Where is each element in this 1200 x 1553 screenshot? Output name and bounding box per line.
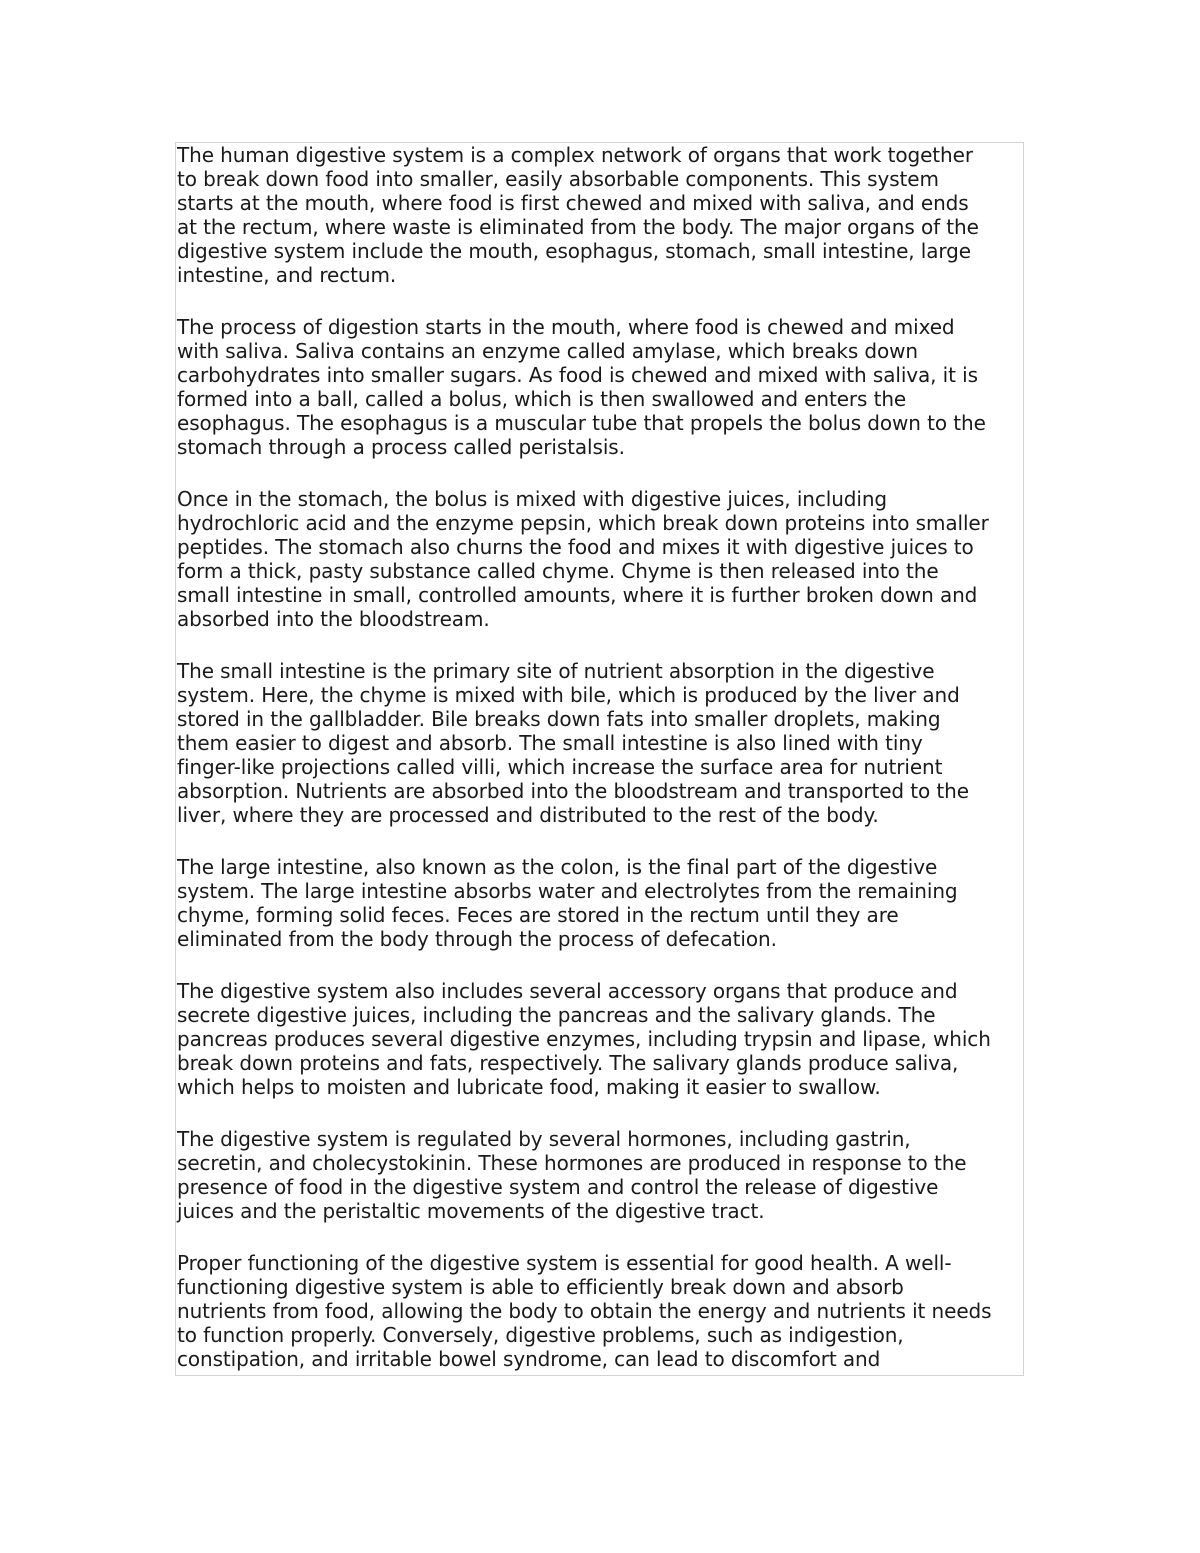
document-body <box>177 143 1023 1376</box>
text-line: pancreas produces several digestive enzymes, including trypsin and lipase, which <box>177 1027 991 1051</box>
text-line: eliminated from the body through the process of defecation. <box>177 927 777 951</box>
text-line: Proper functioning of the digestive system is essential for good health. A well- <box>177 1251 952 1275</box>
text-line: Once in the stomach, the bolus is mixed with digestive juices, including <box>177 487 888 511</box>
text-line: to break down food into smaller, easily absorbable components. This system <box>177 167 939 191</box>
text-line: them easier to digest and absorb. The small intestine is also lined with tiny <box>177 731 923 755</box>
paragraph-2 <box>177 315 1023 459</box>
text-line: The small intestine is the primary site of nutrient absorption in the digestive <box>177 659 935 683</box>
paragraph-4 <box>177 659 1023 827</box>
text-line: The human digestive system is a complex network of organs that work together <box>177 143 973 167</box>
text-line: The process of digestion starts in the mouth, where food is chewed and mixed <box>177 315 955 339</box>
text-line: secrete digestive juices, including the pancreas and the salivary glands. The <box>177 1003 936 1027</box>
paragraph-3 <box>177 487 1023 631</box>
text-frame <box>175 142 1024 1376</box>
text-line: peptides. The stomach also churns the food and mixes it with digestive juices to <box>177 535 974 559</box>
text-line: with saliva. Saliva contains an enzyme called amylase, which breaks down <box>177 339 918 363</box>
text-line: constipation, and irritable bowel syndrome, can lead to discomfort and <box>177 1347 881 1371</box>
text-line: nutrients from food, allowing the body to obtain the energy and nutrients it needs <box>177 1299 992 1323</box>
text-line: stored in the gallbladder. Bile breaks down fats into smaller droplets, making <box>177 707 941 731</box>
text-line: form a thick, pasty substance called chyme. Chyme is then released into the <box>177 559 939 583</box>
text-line: at the rectum, where waste is eliminated from the body. The major organs of the <box>177 215 979 239</box>
text-line: system. Here, the chyme is mixed with bile, which is produced by the liver and <box>177 683 960 707</box>
text-line: secretin, and cholecystokinin. These hormones are produced in response to the <box>177 1151 967 1175</box>
text-line: The digestive system also includes several accessory organs that produce and <box>177 979 958 1003</box>
paragraph-5 <box>177 855 1023 951</box>
text-line: which helps to moisten and lubricate food, making it easier to swallow. <box>177 1075 881 1099</box>
text-line: system. The large intestine absorbs water and electrolytes from the remaining <box>177 879 958 903</box>
paragraph-6 <box>177 979 1023 1099</box>
text-line: break down proteins and fats, respectively. The salivary glands produce saliva, <box>177 1051 959 1075</box>
text-line: absorption. Nutrients are absorbed into the bloodstream and transported to the <box>177 779 969 803</box>
text-line: presence of food in the digestive system and control the release of digestive <box>177 1175 939 1199</box>
text-line: juices and the peristaltic movements of the digestive tract. <box>177 1199 765 1223</box>
paragraph-1 <box>177 143 1023 287</box>
text-line: intestine, and rectum. <box>177 263 397 287</box>
text-line: formed into a ball, called a bolus, which is then swallowed and enters the <box>177 387 907 411</box>
text-line: starts at the mouth, where food is first chewed and mixed with saliva, and ends <box>177 191 969 215</box>
paragraph-7 <box>177 1127 1023 1223</box>
text-line: The large intestine, also known as the colon, is the final part of the digestive <box>177 855 938 879</box>
text-line: functioning digestive system is able to efficiently break down and absorb <box>177 1275 904 1299</box>
text-line: absorbed into the bloodstream. <box>177 607 490 631</box>
text-line: liver, where they are processed and distributed to the rest of the body. <box>177 803 879 827</box>
text-line: digestive system include the mouth, esophagus, stomach, small intestine, large <box>177 239 971 263</box>
text-line: The digestive system is regulated by several hormones, including gastrin, <box>177 1127 911 1151</box>
text-line: hydrochloric acid and the enzyme pepsin, which break down proteins into smaller <box>177 511 989 535</box>
text-line: chyme, forming solid feces. Feces are stored in the rectum until they are <box>177 903 899 927</box>
text-line: finger-like projections called villi, which increase the surface area for nutrient <box>177 755 943 779</box>
text-line: to function properly. Conversely, digestive problems, such as indigestion, <box>177 1323 904 1347</box>
text-line: stomach through a process called peristalsis. <box>177 435 625 459</box>
text-line: carbohydrates into smaller sugars. As food is chewed and mixed with saliva, it is <box>177 363 978 387</box>
text-line: esophagus. The esophagus is a muscular tube that propels the bolus down to the <box>177 411 986 435</box>
paragraph-8 <box>177 1251 1023 1371</box>
text-line: small intestine in small, controlled amounts, where it is further broken down and <box>177 583 978 607</box>
